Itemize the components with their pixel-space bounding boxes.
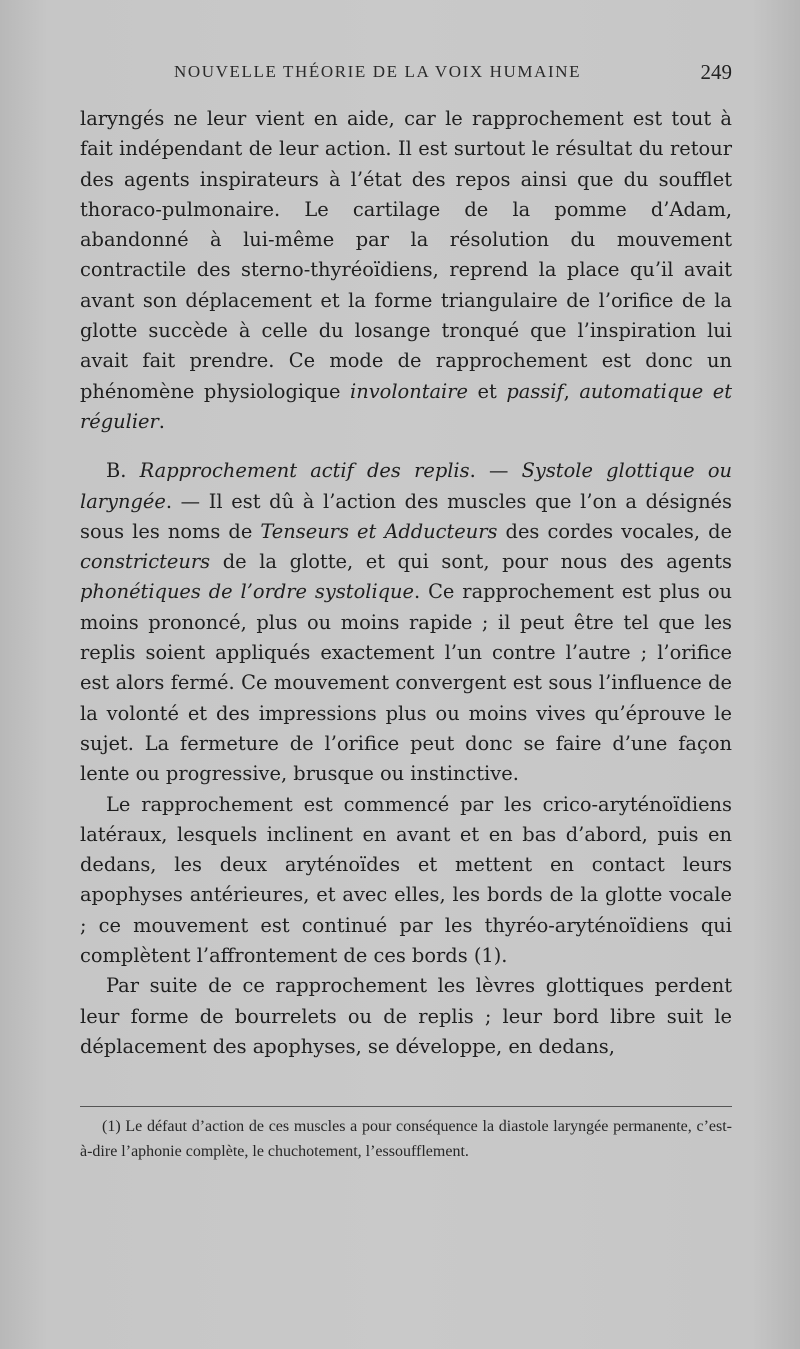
text-run: et — [468, 379, 507, 403]
text-run: . — Il est dû à l’action des muscles que l’on a désignés sous les noms de — [80, 489, 732, 543]
text-run: Par suite de ce rapprochement les lèvres glottiques perdent leur forme de bourrelets ou de replis ; leur bord libre suit le déplacement des apophyses, se développe, en dedans, — [80, 974, 732, 1058]
paragraph — [80, 790, 732, 972]
italic-text: Systole glottique ou laryngée — [80, 459, 732, 513]
italic-text: automatique et régulier — [80, 379, 733, 433]
running-head — [80, 60, 732, 90]
footnote-text: (1) Le défaut d’action de ces muscles a pour conséquence la diastole laryngée permanente, c’est-à-dire l’aphonie complète, le chuchotement, l’essoufflement. — [80, 1118, 732, 1160]
text-run: de la glotte, et qui sont, pour nous des agents — [210, 550, 732, 574]
italic-text: Tenseurs et Adducteurs — [260, 519, 498, 543]
text-run: laryngés ne leur vient en aide, car le rapprochement est tout à fait indépendant de leur action. Il est surtout le résultat du retour des agents inspirateurs à l’état des repos ainsi que du soufflet thoraco-pulmonaire. Le cartilage de la pomme d’Adam, abandonné à lui-même par la résolution du mouvement contractile des sterno-thyréoïdiens, reprend la place qu’il avait avant son déplacement et la forme triangulaire de l’orifice de la glotte succède à celle du losange tronqué que l’inspiration lui avait fait prendre. Ce mode de rapprochement est donc un phénomène physiologique — [80, 107, 732, 403]
italic-text: involontaire — [350, 379, 468, 403]
text-run: . Ce rapprochement est plus ou moins prononcé, plus ou moins rapide ; il peut être tel que les replis soient appliqués exactement l’un contre l’autre ; l’orifice est alors fermé. Ce mouvement convergent est sous l’influence de la volonté et des impressions plus ou moins vives qu’éprouve le sujet. La fermeture de l’orifice peut donc se faire d’une façon lente ou progressive, brusque ou instinctive. — [80, 580, 733, 786]
text-run: . — [158, 409, 165, 433]
text-run: . — — [469, 459, 522, 483]
text-run: des cordes vocales, de — [497, 519, 732, 543]
text-run: Le rapprochement est commencé par les crico-aryténoïdiens latéraux, lesquels inclinent en avant et en bas d’abord, puis en dedans, les deux aryténoïdes et mettent en contact leurs apophyses antérieures, et avec elles, les bords de la glotte vocale ; ce mouvement est continué par les thyréo-aryténoïdiens qui complètent l’affrontement de ces bords (1). — [80, 792, 732, 968]
paragraph — [80, 971, 732, 1062]
italic-text: Rapprochement actif des replis — [139, 459, 470, 483]
running-head-title: NOUVELLE THÉORIE DE LA VOIX HUMAINE — [174, 62, 582, 81]
page-number: 249 — [700, 60, 732, 84]
footnote-divider — [80, 1106, 732, 1107]
paragraph — [80, 104, 732, 437]
italic-text: constricteurs — [80, 550, 211, 574]
body-text — [80, 104, 732, 1062]
footnote — [80, 1115, 732, 1164]
italic-text: passif — [506, 379, 564, 403]
paragraph — [80, 456, 732, 789]
text-run: B. — [106, 459, 140, 483]
italic-text: phonétiques de l’ordre systolique — [80, 580, 415, 604]
text-run: , — [563, 379, 580, 403]
